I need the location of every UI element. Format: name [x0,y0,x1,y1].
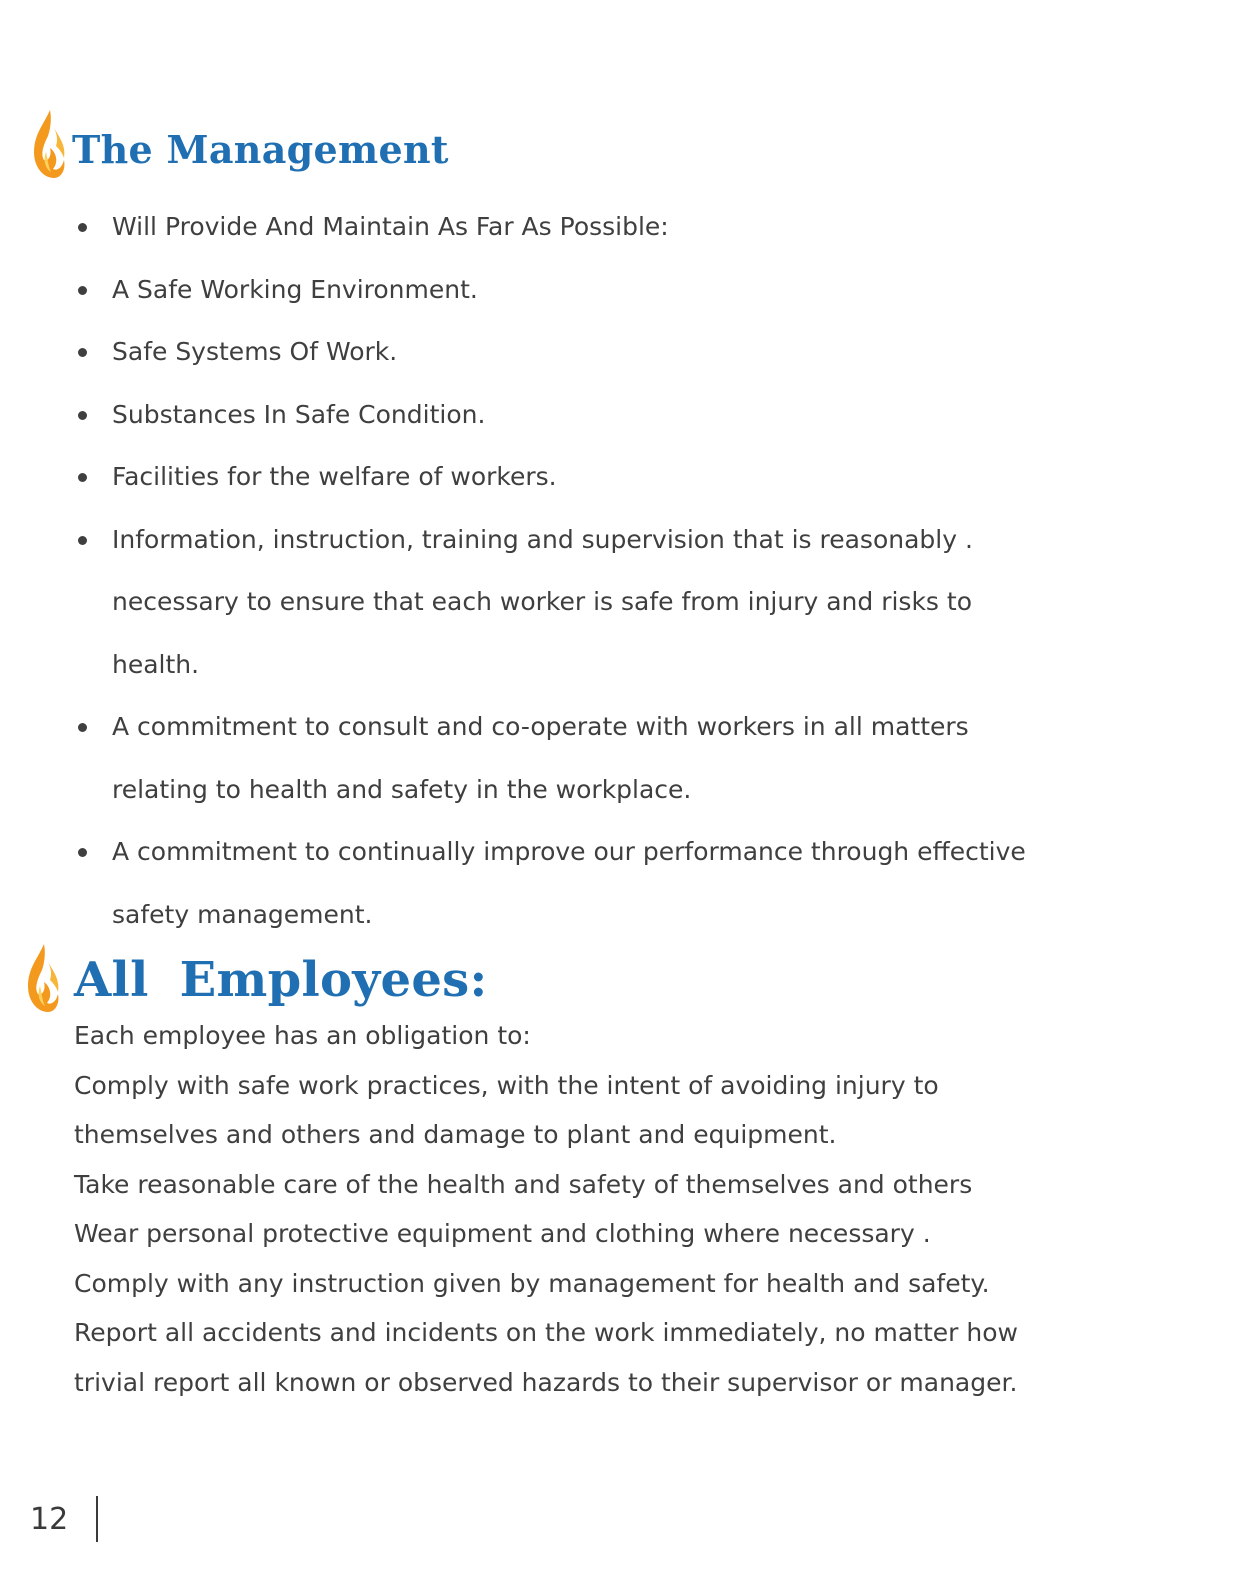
list-item [76,196,1186,259]
list-item-text: A commitment to continually improve our performance through effective [112,837,1026,866]
page-number: 12 [30,1501,69,1537]
employees-line: Report all accidents and incidents on the work immediately, no matter how [74,1318,1018,1347]
employees-line: Comply with safe work practices, with the intent of avoiding injury to [74,1070,939,1100]
list-item [76,321,1186,384]
bullet-icon [78,348,87,357]
employees-line: Comply with any instruction given by management for health and safety. [74,1268,990,1298]
bullet-icon [78,411,87,420]
employees-heading [24,942,488,1014]
list-item-continuation [76,759,1186,822]
bullet-icon [78,536,87,545]
list-item-text: safety management. [112,899,373,929]
list-item-text: Information, instruction, training and supervision that is reasonably . [112,524,973,554]
list-item-continuation [76,571,1186,634]
management-title: The Management [72,126,449,172]
list-item-text: Safe Systems Of Work. [112,337,398,366]
list-item [76,696,1186,759]
list-item [76,509,1186,572]
list-item-text: A Safe Working Environment. [112,274,478,304]
page-footer [30,1496,98,1542]
list-item-continuation [76,884,1186,947]
list-item-text: necessary to ensure that each worker is safe from injury and risks to [112,587,972,616]
list-item-text: Substances In Safe Condition. [112,399,486,429]
list-item-text: Facilities for the welfare of workers. [112,462,557,491]
list-item [76,821,1186,884]
employees-line: Take reasonable care of the health and safety of themselves and others [74,1169,973,1199]
flame-icon [30,108,68,180]
list-item [76,384,1186,447]
list-item-text: health. [112,649,200,679]
list-item-text: A commitment to consult and co-operate with workers in all matters [112,712,969,741]
employees-title: All Employees: [74,952,488,1008]
employees-line: Each employee has an obligation to: [74,1021,531,1050]
employees-line: Wear personal protective equipment and clothing where necessary . [74,1219,931,1248]
footer-divider [96,1496,98,1542]
list-item [76,446,1186,509]
bullet-icon [78,286,87,295]
list-item-continuation [76,634,1186,697]
list-item [76,259,1186,322]
employees-body [74,1011,1194,1407]
bullet-icon [78,223,87,232]
management-heading [30,108,449,180]
list-item-text: relating to health and safety in the workplace. [112,774,692,804]
employees-line: trivial report all known or observed hazards to their supervisor or manager. [74,1367,1018,1397]
management-list [76,196,1186,946]
list-item-text: Will Provide And Maintain As Far As Possible: [112,212,669,241]
bullet-icon [78,848,87,857]
flame-icon [24,942,62,1014]
bullet-icon [78,723,87,732]
employees-line: themselves and others and damage to plant and equipment. [74,1120,837,1149]
bullet-icon [78,473,87,482]
